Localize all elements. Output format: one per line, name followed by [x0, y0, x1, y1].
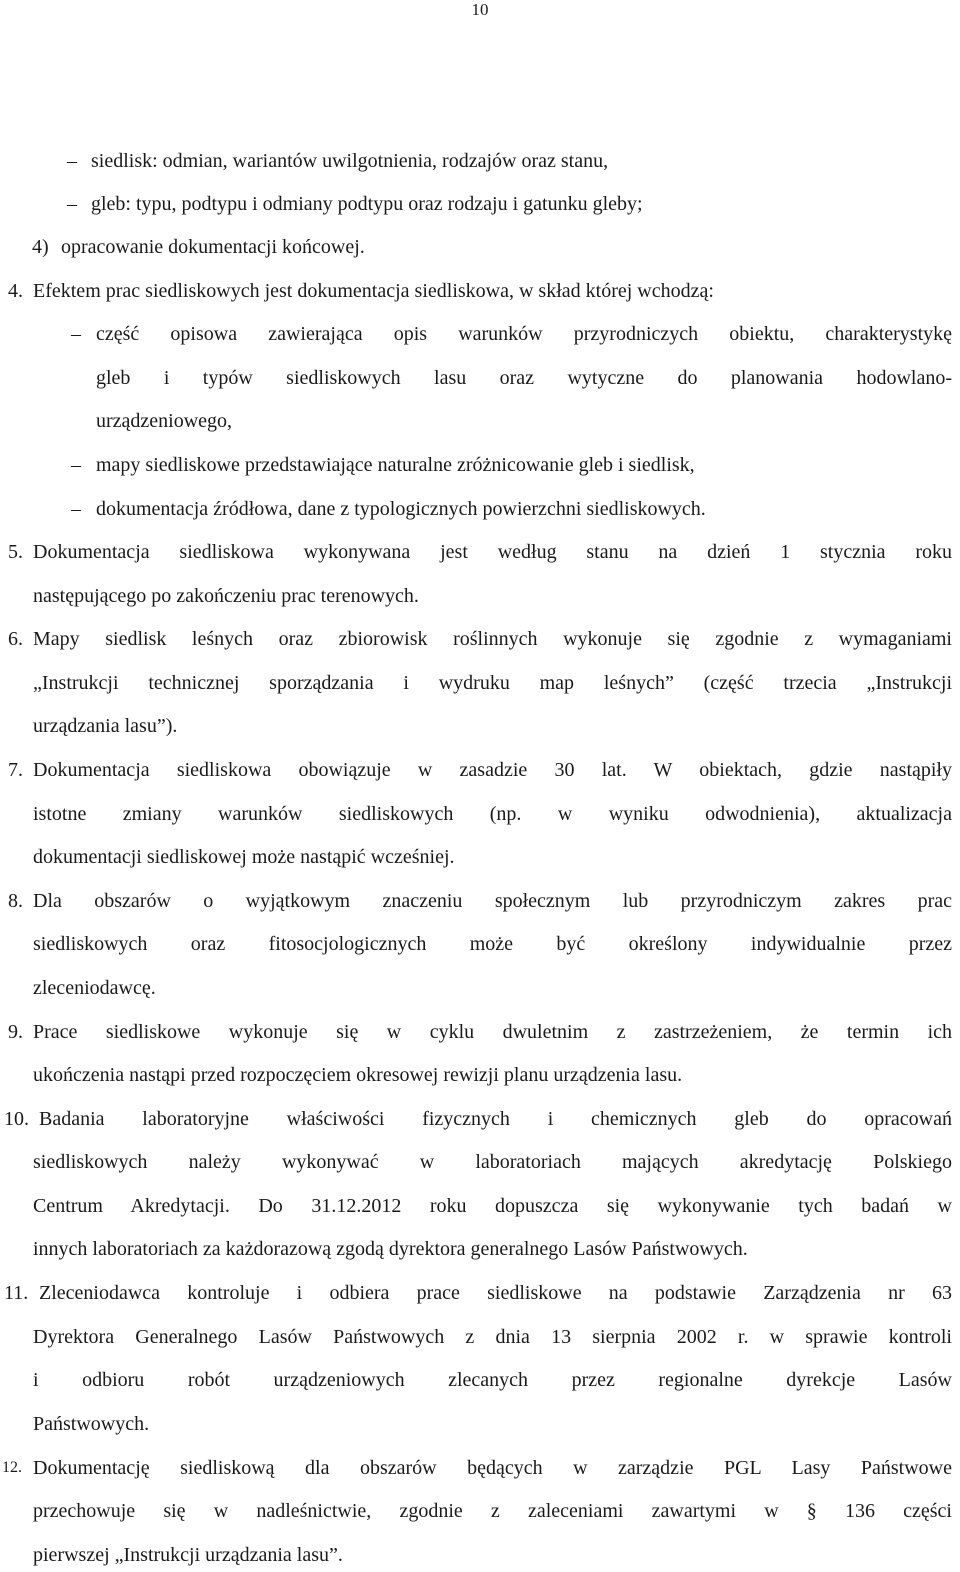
section-text: ukończenia nastąpi przed rozpoczęciem okresowej rewizji planu urządzenia lasu.: [33, 1064, 683, 1086]
section-text: pierwszej „Instrukcji urządzania lasu”.: [33, 1544, 343, 1566]
section-text: Państwowych.: [33, 1413, 150, 1435]
section-text: siedliskowych oraz fitosocjologicznych może być określony indywidualnie przez: [33, 933, 952, 955]
dash-marker: –: [71, 498, 81, 520]
section-number: 11.: [4, 1282, 29, 1304]
section-text: zleceniodawcę.: [33, 977, 156, 999]
section-text: Dokumentację siedliskową dla obszarów będących w zarządzie PGL Lasy Państwowe: [33, 1457, 952, 1479]
section-number: 4.: [8, 280, 23, 302]
section-text: Dokumentacja siedliskowa wykonywana jest według stanu na dzień 1 stycznia roku: [33, 541, 952, 563]
section-number: 9.: [8, 1021, 23, 1043]
bullet-line: gleb i typów siedliskowych lasu oraz wytyczne do planowania hodowlano-: [96, 367, 952, 389]
list-item: gleb: typu, podtypu i odmiany podtypu oraz rodzaju i gatunku gleby;: [91, 193, 643, 215]
list-item: opracowanie dokumentacji końcowej.: [61, 236, 365, 258]
section-text: Mapy siedlisk leśnych oraz zbiorowisk roślinnych wykonuje się zgodnie z wymaganiami: [33, 628, 952, 650]
section-text: „Instrukcji technicznej sporządzania i wydruku map leśnych” (część trzecia „Instrukcji: [33, 672, 952, 694]
section-number: 6.: [8, 628, 23, 650]
section-text: istotne zmiany warunków siedliskowych (np. w wyniku odwodnienia), aktualizacja: [33, 803, 952, 825]
section-text: i odbioru robót urządzeniowych zlecanych przez regionalne dyrekcje Lasów: [33, 1369, 952, 1391]
section-text: Badania laboratoryjne właściwości fizycznych i chemicznych gleb do opracowań: [39, 1108, 952, 1130]
section-text: siedliskowych należy wykonywać w laboratoriach mających akredytację Polskiego: [33, 1151, 952, 1173]
section-text: Zleceniodawca kontroluje i odbiera prace siedliskowe na podstawie Zarządzenia nr 63: [39, 1282, 952, 1304]
section-text: następującego po zakończeniu prac terenowych.: [33, 585, 419, 607]
bullet-line: urządzeniowego,: [96, 410, 233, 432]
dash-marker: –: [71, 323, 81, 345]
section-number: 10.: [4, 1108, 29, 1130]
section-text: urządzania lasu”).: [33, 715, 178, 737]
section-text: Prace siedliskowe wykonuje się w cyklu dwuletnim z zastrzeżeniem, że termin ich: [33, 1021, 952, 1043]
section-text: Centrum Akredytacji. Do 31.12.2012 roku dopuszcza się wykonywanie tych badań w: [33, 1195, 952, 1217]
section-number: 5.: [8, 541, 23, 563]
section-number: 12.: [2, 1459, 22, 1476]
section-text: innych laboratoriach za każdorazową zgodą dyrektora generalnego Lasów Państwowych.: [33, 1238, 748, 1260]
item-number: 4): [32, 236, 49, 258]
section-text: Efektem prac siedliskowych jest dokumentacja siedliskowa, w skład której wchodzą:: [33, 280, 714, 302]
bullet-line: część opisowa zawierająca opis warunków przyrodniczych obiektu, charakterystykę: [96, 323, 952, 345]
section-number: 7.: [8, 759, 23, 781]
dash-marker: –: [71, 454, 81, 476]
page-number: 10: [471, 0, 489, 19]
bullet-line: mapy siedliskowe przedstawiające naturalne zróżnicowanie gleb i siedlisk,: [96, 454, 695, 476]
section-text: dokumentacji siedliskowej może nastąpić wcześniej.: [33, 846, 455, 868]
dash-marker: –: [67, 150, 77, 172]
section-text: Dla obszarów o wyjątkowym znaczeniu społecznym lub przyrodniczym zakres prac: [33, 890, 952, 912]
section-text: Dokumentacja siedliskowa obowiązuje w zasadzie 30 lat. W obiektach, gdzie nastąpiły: [33, 759, 952, 781]
section-number: 8.: [8, 890, 23, 912]
list-item: siedlisk: odmian, wariantów uwilgotnienia, rodzajów oraz stanu,: [91, 150, 609, 172]
section-text: przechowuje się w nadleśnictwie, zgodnie z zaleceniami zawartymi w § 136 części: [33, 1500, 952, 1522]
bullet-line: dokumentacja źródłowa, dane z typologicznych powierzchni siedliskowych.: [96, 498, 706, 520]
dash-marker: –: [67, 193, 77, 215]
section-text: Dyrektora Generalnego Lasów Państwowych z dnia 13 sierpnia 2002 r. w sprawie kontroli: [33, 1326, 952, 1348]
